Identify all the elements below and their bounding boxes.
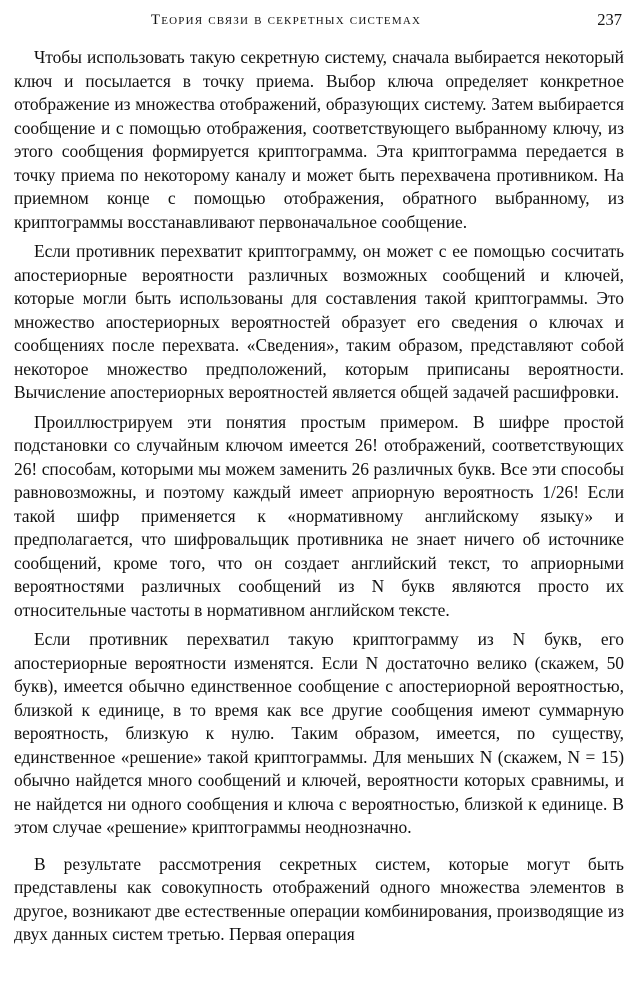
page-number: 237 — [597, 10, 622, 29]
body-text — [14, 46, 624, 947]
running-title: Теория связи в секретных системах — [150, 12, 422, 28]
paragraph-1: Чтобы использовать такую секретную систему, сначала выбирается некоторый ключ и посылается в точку приема. Выбор ключа определяет конкретное отображение из множества отображений, образующих систему. Затем выбирается сообщение и с помощью отображения, соответствующего выбранному ключу, из этого сообщения формируется криптограмма. Эта криптограмма передается в точку приема по некоторому каналу и может быть перехвачена противником. На приемном конце с помощью отображения, обратного выбранному, из криптограммы восстанавливают первоначальное сообщение. — [14, 47, 624, 232]
running-header — [30, 8, 622, 32]
paragraph-2: Если противник перехватит криптограмму, он может с ее помощью сосчитать апостериорные вероятности различных возможных сообщений и ключей, которые могли быть использованы для составления такой криптограммы. Это множество апостериорных вероятностей образует его сведения о ключах и сообщениях после перехвата. «Сведения», таким образом, представляют собой некоторое множество предположений, которым приписаны вероятности. Вычисление апостериорных вероятностей является общей задачей расшифровки. — [14, 241, 624, 402]
paragraph-5: В результате рассмотрения секретных систем, которые могут быть представлены как совокупность отображений одного множества элементов в другое, возникают две естественные операции комбинирования, производящие из двух данных систем третью. Первая операция — [14, 853, 624, 944]
paragraph-3: Проиллюстрируем эти понятия простым примером. В шифре простой подстановки со случайным ключом имеется 26! отображений, соответствующих 26! способам, которыми мы можем заменить 26 различных букв. Все эти способы равновозможны, и поэтому каждый имеет априорную вероятность 1/26! Если такой шифр применяется к «нормативному английскому языку» и предполагается, что шифровальщик противника не знает ничего об источнике сообщений, кроме того, что он создает английский текст, то априорными вероятностями различных сообщений из N букв являются просто их относительные частоты в нормативном английском тексте. — [14, 411, 624, 620]
paragraph-4: Если противник перехватил такую криптограмму из N букв, его апостериорные вероятности изменятся. Если N достаточно велико (скажем, 50 букв), имеется обычно единственное сообщение с апостериорной вероятностью, близкой к единице, в то время как все другие сообщения имеют суммарную вероятность, близкую к нулю. Таким образом, имеется, по существу, единственное «решение» такой криптограммы. Для меньших N (скажем, N = 15) обычно найдется много сообщений и ключей, вероятности которых сравнимы, и не найдется ни одного сообщения и ключа с вероятностью, близкой к единице. В этом случае «решение» криптограммы неоднозначно. — [14, 629, 624, 837]
